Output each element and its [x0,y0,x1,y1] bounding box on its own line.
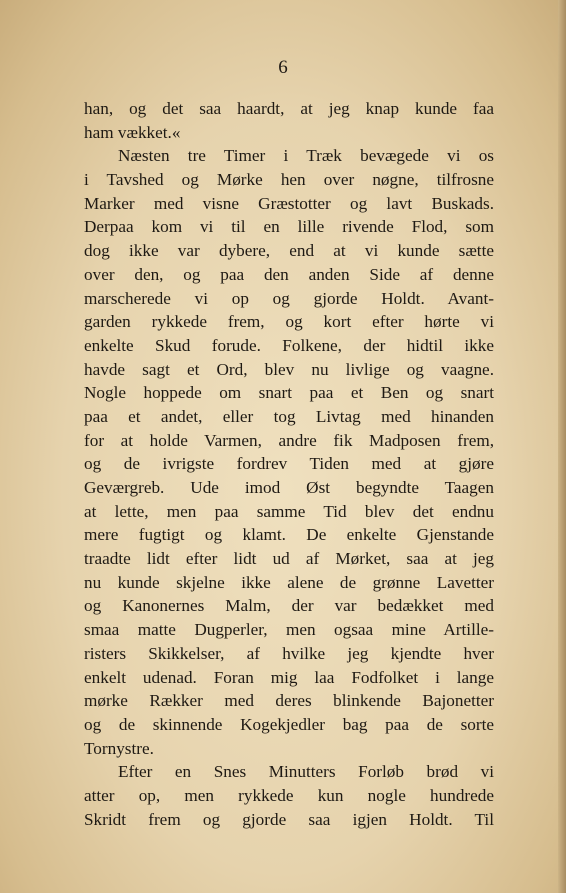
text-line: marscherede vi op og gjorde Holdt. Avant- [84,288,494,308]
text-line: ham vækket.« [84,122,181,142]
text-line: enkelte Skud forude. Folkene, der hidtil ikke [84,335,494,355]
text-line: og de skinnende Kogekjedler bag paa de sorte [84,714,494,734]
text-line: nu kunde skjelne ikke alene de grønne Lavetter [84,572,494,592]
text-line: og Kanonernes Malm, der var bedækket med [84,596,494,616]
text-line: paa et andet, eller tog Livtag med hinanden [84,406,494,426]
text-line: Efter en Snes Minutters Forløb brød vi [118,762,494,782]
text-line: at lette, men paa samme Tid blev det endnu [84,501,494,521]
text-line: Derpaa kom vi til en lille rivende Flod, som [84,217,494,237]
body-text [84,97,494,831]
text-line: Næsten tre Timer i Træk bevægede vi os [118,146,494,166]
text-line: risters Skikkelser, af hvilke jeg kjendte hver [84,643,494,663]
text-line: enkelt udenad. Foran mig laa Fodfolket i lange [84,667,494,687]
text-line: traadte lidt efter lidt ud af Mørket, saa at jeg [84,549,494,569]
page-edge [558,0,566,893]
text-line: mørke Rækker med deres blinkende Bajonetter [84,691,494,711]
text-line: Marker med visne Græstotter og lavt Buskads. [84,193,494,213]
text-line: havde sagt et Ord, blev nu livlige og vaagne. [84,359,494,379]
text-line: Nogle hoppede om snart paa et Ben og snart [84,383,494,403]
text-line: Tornystre. [84,738,154,758]
text-line: han, og det saa haardt, at jeg knap kunde faa [84,99,494,118]
text-line: smaa matte Dugperler, men ogsaa mine Artille- [84,620,494,640]
text-line: dog ikke var dybere, end at vi kunde sætte [84,241,494,261]
text-line: i Tavshed og Mørke hen over nøgne, tilfrosne [84,170,494,190]
text-line: garden rykkede frem, og kort efter hørte vi [84,312,494,332]
text-line: atter op, men rykkede kun nogle hundrede [84,785,494,805]
text-line: over den, og paa den anden Side af denne [84,264,494,284]
page-number: 6 [278,57,288,78]
text-line: Skridt frem og gjorde saa igjen Holdt. Til [84,809,494,829]
text-line: for at holde Varmen, andre fik Madposen frem, [84,430,494,450]
text-line: og de ivrigste fordrev Tiden med at gjøre [84,454,494,474]
text-line: mere fugtigt og klamt. De enkelte Gjenstande [84,525,494,545]
text-line: Geværgreb. Ude imod Øst begyndte Taagen [84,478,494,497]
